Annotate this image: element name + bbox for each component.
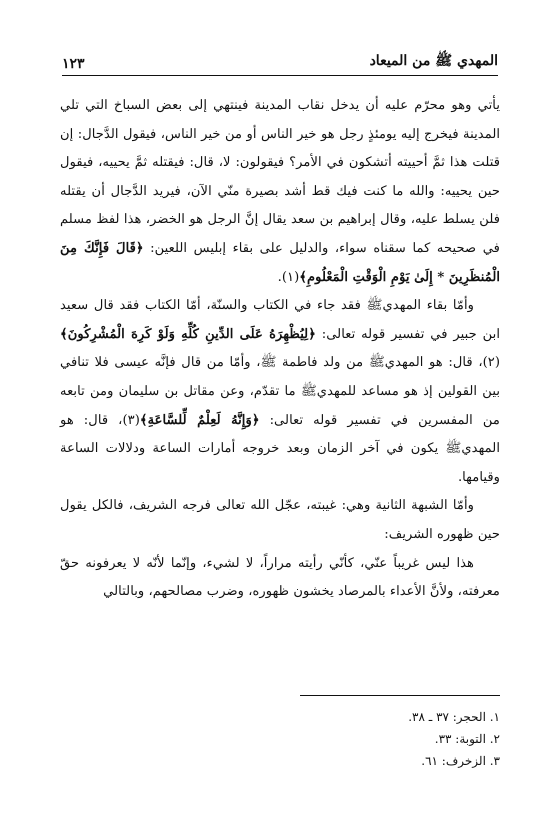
footnote: ٢. التوبة: ٣٣.: [434, 732, 500, 746]
paragraph: [60, 492, 500, 549]
footnote-rule: [300, 695, 500, 696]
header-rule: [62, 75, 498, 76]
running-header: [62, 50, 498, 72]
footnotes: [200, 706, 500, 772]
paragraph: [60, 550, 500, 607]
text-run: (١).: [277, 269, 300, 285]
quran-verse: ﴿وَإِنَّهُ لَعِلْمٌ لِّلسَّاعَةِ﴾: [139, 412, 260, 428]
running-title: المهدي ﷺ من الميعاد: [369, 53, 498, 69]
body-text: [60, 92, 500, 607]
footnote: ١. الحجر: ٣٧ ـ ٣٨.: [408, 710, 500, 724]
paragraph: [60, 292, 500, 492]
page-number: ١٢٣: [62, 56, 85, 72]
text-run: يأتي وهو محرّم عليه أن يدخل نقاب المدينة فينتهي إلى بعض السباخ التي تلي المدينة فيخرج إليه يومئذٍ رجل هو خير الناس أو من خير الناس، فيقول الدَّجال: إن قتلت هذا ثمَّ أحييته أتشكون في الأمر؟ فيقولون: لا، قال: فيقتله ثمَّ يحييه، فيقول حين يحييه: والله ما كنت فيك قط أشد بصيرة منّي الآن، فيريد الدَّجال أن يقتله فلن يسلط عليه، وقال إبراهيم بن سعد يقال إنَّ الرجل هو الخضر، هذا لفظ مسلم في صحيحه كما سقناه سواء، والدليل على بقاء إبليس اللعين:: [60, 98, 500, 256]
text-run: (٣)، قال: هو المهديﷺ يكون في آخر الزمان وبعد خروجه أمارات الساعة ودلالات الساعة وقيامها.: [60, 412, 500, 485]
quran-verse: ﴿قَالَ فَإِنَّكَ مِنَ الْمُنظَرِينَ * إِلَىٰ يَوْمِ الْوَقْتِ الْمَعْلُومِ﴾: [60, 240, 500, 285]
text-run: وأمّا بقاء المهديﷺ فقد جاء في الكتاب والسنّة، أمّا الكتاب فقد قال سعيد ابن جبير في تفسير قوله تعالى:: [60, 298, 500, 342]
text-run: هذا ليس غريباً عنّي، كأنّي رأيته مراراً، لا لشيء، وإنّما لأنّه لا يعرفونه حقّ معرفته، ولأنَّ الأعداء بالمرصاد يخشون ظهوره، وضرب مصالحهم، وبالتالي: [60, 555, 500, 600]
text-run: (٢)، قال: هو المهديﷺ من ولد فاطمة ﷺ، وأمّا من قال فإنَّه عيسى فلا تنافي بين القولين إذ هو مساعد للمهديﷺ ما تقدّم، وعن مقاتل بن سليمان ومن تابعه من المفسرين في تفسير قوله تعالى:: [60, 355, 500, 428]
quran-verse: ﴿لِيُظْهِرَهُ عَلَى الدِّينِ كُلِّهِ وَلَوْ كَرِهَ الْمُشْرِكُونَ﴾: [60, 326, 316, 342]
paragraph: [60, 92, 500, 292]
text-run: وأمّا الشبهة الثانية وهي: غيبته، عجّل الله تعالى فرجه الشريف، فالكل يقول حين ظهوره الشريف:: [60, 498, 500, 542]
footnote: ٣. الزخرف: ٦١.: [421, 754, 500, 768]
